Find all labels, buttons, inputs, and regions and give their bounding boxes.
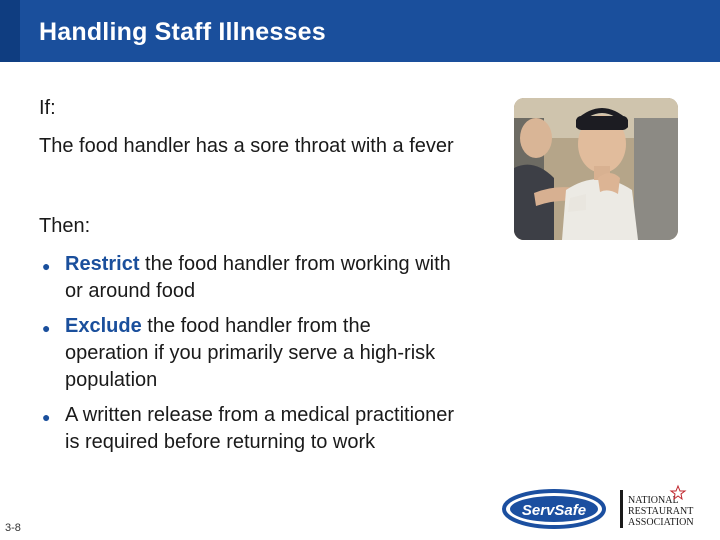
title-bar xyxy=(0,0,720,62)
if-text: The food handler has a sore throat with a fever xyxy=(39,135,454,157)
then-bullet-list xyxy=(39,251,459,464)
bullet-dot-icon: ● xyxy=(42,409,51,425)
nra-logo xyxy=(628,486,694,528)
then-label: Then: xyxy=(39,215,91,237)
servsafe-nra-logos xyxy=(502,482,712,534)
photo-illustration xyxy=(514,98,678,240)
bullet-dot-icon: ● xyxy=(42,258,51,274)
bullet-emphasis: Exclude xyxy=(65,315,142,337)
servsafe-logo xyxy=(504,491,604,527)
page-number: 3-8 xyxy=(5,522,21,534)
bullet-text: A written release from a medical practitioner is required before returning to work xyxy=(65,404,455,453)
bullet-item xyxy=(39,402,459,456)
logo-area xyxy=(502,482,712,534)
logo-divider xyxy=(620,490,623,528)
sore-throat-photo xyxy=(514,98,678,240)
bullet-item xyxy=(39,313,459,394)
bullet-dot-icon: ● xyxy=(42,320,51,336)
nra-line-3: ASSOCIATION xyxy=(628,517,694,528)
nra-line-2: RESTAURANT xyxy=(628,506,694,517)
bullet-emphasis: Restrict xyxy=(65,253,140,275)
if-label: If: xyxy=(39,97,56,119)
nra-line-1: NATIONAL xyxy=(628,495,679,506)
slide-title: Handling Staff Illnesses xyxy=(39,18,326,46)
servsafe-text: ServSafe xyxy=(521,502,587,519)
title-stripe xyxy=(0,0,20,62)
bullet-item xyxy=(39,251,459,305)
bullet-text: the food handler from working with or around food xyxy=(65,253,451,302)
bullet-text: the food handler from the operation if you primarily serve a high-risk population xyxy=(65,315,436,391)
